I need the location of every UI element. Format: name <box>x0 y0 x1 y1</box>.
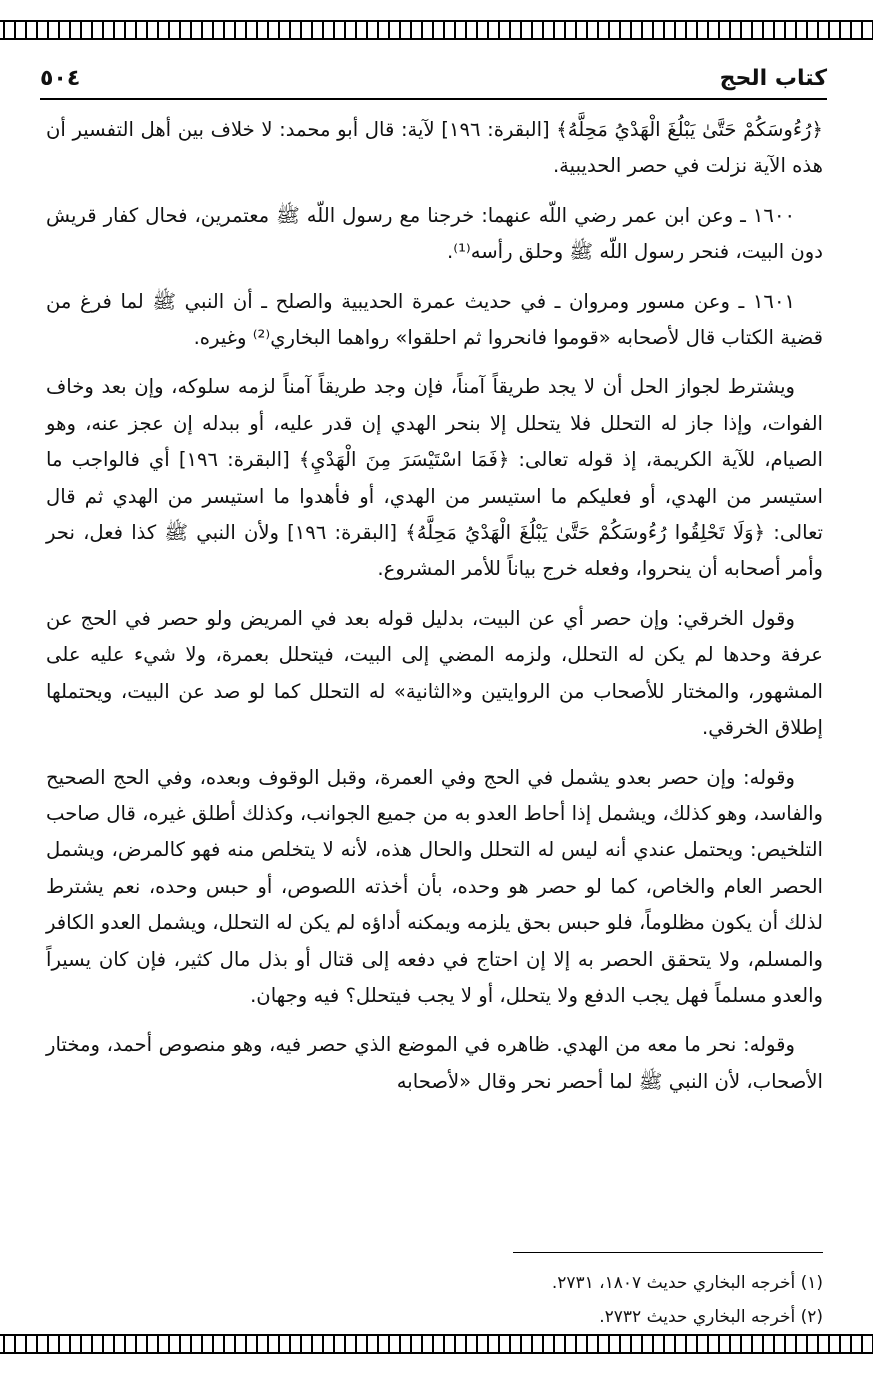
page-number: ٥٠٤ <box>40 65 81 91</box>
top-decorative-border <box>0 20 873 40</box>
main-text <box>46 112 823 1113</box>
page-header <box>40 58 827 100</box>
paragraph: وقول الخرقي: وإن حصر أي عن البيت، بدليل قوله بعد في المريض ولو حصر في الحج عن عرفة وحدها لم يكن له التحلل، ولزمه المضي إلى البيت، فيتحلل بعمرة، ولا شيء عليه على المشهور، والمختار للأصحاب من الروايتين و«الثانية» له التحلل كما لو صد عن البيت، ويحتملها إطلاق الخرقي. <box>46 606 823 740</box>
footnote-separator <box>513 1252 823 1253</box>
paragraph: وقوله: وإن حصر بعدو يشمل في الحج وفي العمرة، وقبل الوقوف وبعده، وفي الحج الصحيح والفاسد، وهو كذلك، ويشمل إذا أحاط العدو به من جميع الجوانب، وكذلك أطلق غيره، قال صاحب التلخيص: ويحتمل عندي أنه ليس له التحلل والحال هذه، لأنه لا يتخلص منه فهو كالمرض، ويشمل الحصر العام والخاص، كما لو حصر هو وحده، بأن أخذته اللصوص، أو حبس وحده، نعم يشترط لذلك أن يكون مظلوماً، فلو حبس بحق يلزمه ويمكنه أداؤه لم يكن له التحلل، ويشمل العدو الكافر والمسلم، ولا يتحقق الحصر به إلا إن احتاج في دفعه إلى قتال أو بذل مال كثير، فإن كان يسيراً والعدو مسلماً فهل يجب الدفع ولا يتحلل، أو لا يجب فيتحلل؟ فيه وجهان. <box>46 765 823 1007</box>
book-title: كتاب الحج <box>719 65 827 91</box>
paragraph: وقوله: نحر ما معه من الهدي. ظاهره في الموضع الذي حصر فيه، وهو منصوص أحمد، ومختار الأصحاب، لأن النبي ﷺ لما أحصر نحر وقال «لأصحابه <box>46 1033 823 1093</box>
bottom-decorative-border <box>0 1334 873 1354</box>
hadith-1601: ١٦٠١ ـ وعن مسور ومروان ـ في حديث عمرة الحديبية والصلح ـ أن النبي ﷺ لما فرغ من قضية الكتاب قال لأصحابه «قوموا فانحروا ثم احلقوا» رواهما البخاري⁽²⁾ وغيره. <box>46 289 823 350</box>
paragraph: ﴿رُءُوسَكُمْ حَتَّىٰ يَبْلُغَ الْهَدْيُ مَحِلَّهُ﴾ [البقرة: ١٩٦] لآية: قال أبو محمد: لا خلاف بين أهل التفسير أن هذه الآية نزلت في حصر الحديبية. <box>46 118 823 178</box>
footnote-2: (٢) أخرجه البخاري حديث ٢٧٣٢. <box>599 1307 823 1327</box>
footnotes <box>300 1266 823 1334</box>
footnote-1: (١) أخرجه البخاري حديث ١٨٠٧، ٢٧٣١. <box>551 1273 823 1293</box>
paragraph: ويشترط لجواز الحل أن لا يجد طريقاً آمناً، فإن وجد طريقاً آمناً لزمه سلوكه، وإن بعد وخاف الفوات، وإذا جاز له التحلل فلا يتحلل إلا بنحر الهدي إن قدر عليه، أو ببدله إن عجز عنه، وهو الصيام، للآية الكريمة، إذ قوله تعالى: ﴿فَمَا اسْتَيْسَرَ مِنَ الْهَدْيِ﴾ [البقرة: ١٩٦] أي فالواجب ما استيسر من الهدي، أو فعليكم ما استيسر من الهدي، أو فأهدوا ما استيسر من الهدي ثم قال تعالى: ﴿وَلَا تَحْلِقُوا رُءُوسَكُمْ حَتَّىٰ يَبْلُغَ الْهَدْيُ مَحِلَّهُ﴾ [البقرة: ١٩٦] ولأن النبي ﷺ كذا فعل، نحر وأمر أصحابه أن ينحروا، وفعله خرج بياناً للأمر المشروع. <box>46 375 823 581</box>
hadith-1600: ١٦٠٠ ـ وعن ابن عمر رضي اللّه عنهما: خرجنا مع رسول اللّه ﷺ معتمرين، فحال كفار قريش دون البيت، فنحر رسول اللّه ﷺ وحلق رأسه⁽¹⁾. <box>46 203 823 264</box>
